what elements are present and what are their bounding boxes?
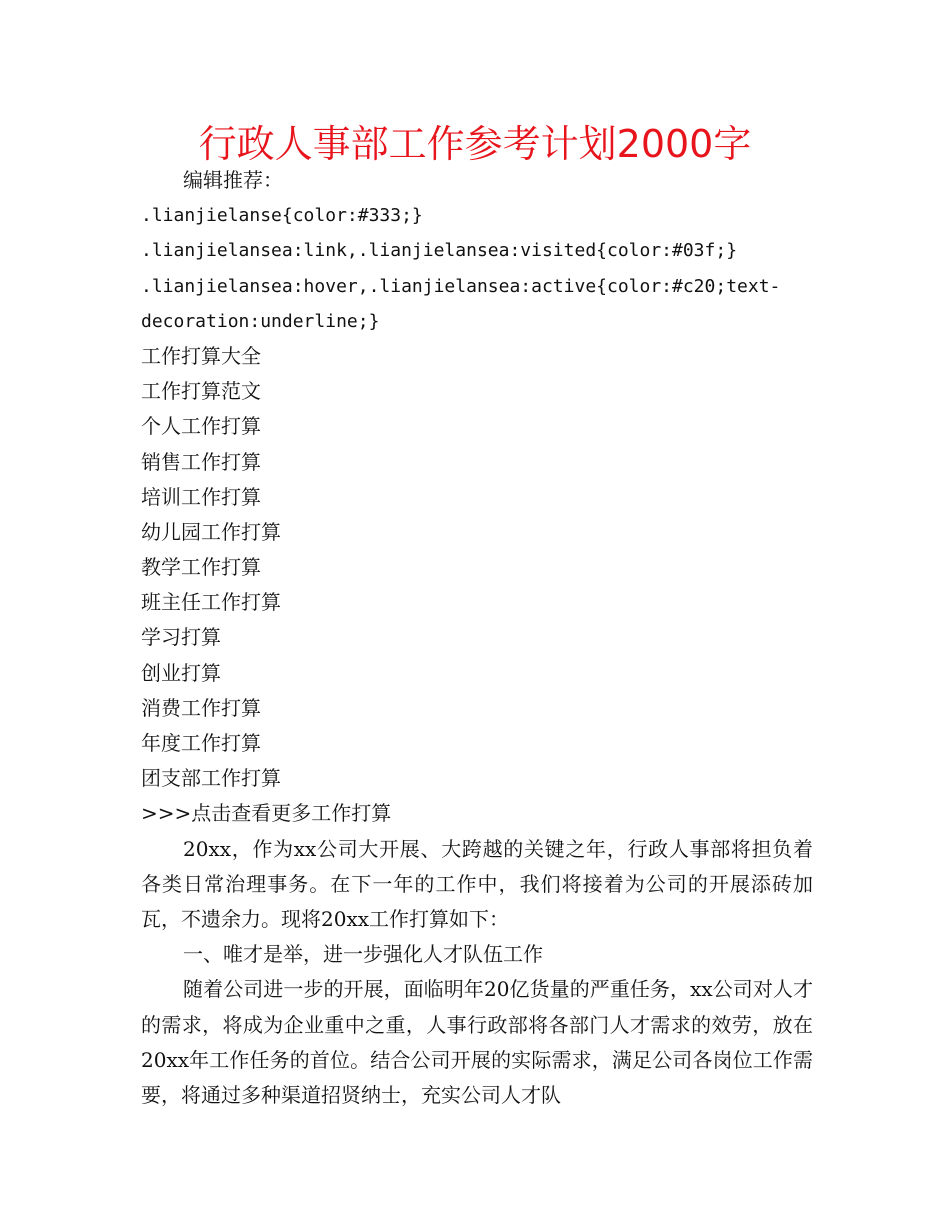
link-head-teacher-work-plan[interactable]: 班主任工作打算: [141, 590, 281, 615]
link-training-work-plan[interactable]: 培训工作打算: [141, 484, 261, 509]
editor-recommend-label: 编辑推荐：: [183, 168, 283, 192]
link-sales-work-plan[interactable]: 销售工作打算: [141, 449, 261, 474]
paragraph-intro: 20xx，作为xx公司大开展、大跨越的关键之年，行政人事部将担负着各类日常治理事务。在下一年的工作中，我们将接着为公司的开展添砖加瓦，不遗余力。现将20xx工作打算如下：: [141, 836, 813, 931]
link-consumer-work-plan[interactable]: 消费工作打算: [141, 695, 261, 720]
document-title: 行政人事部工作参考计划2000字: [198, 122, 752, 166]
css-line-4: decoration:underline;}: [141, 310, 380, 332]
link-personal-work-plan[interactable]: 个人工作打算: [141, 414, 261, 439]
link-startup-plan[interactable]: 创业打算: [141, 660, 221, 685]
document-body: [141, 163, 813, 1113]
css-line-2: .lianjielansea:link,.lianjielansea:visited{color:#03f;}: [141, 240, 738, 262]
link-work-plan-samples[interactable]: 工作打算范文: [141, 379, 261, 404]
css-line-3: .lianjielansea:hover,.lianjielansea:active{color:#c20;text-: [141, 275, 781, 297]
link-annual-work-plan[interactable]: 年度工作打算: [141, 731, 261, 755]
link-league-branch-work-plan[interactable]: 团支部工作打算: [141, 766, 281, 791]
section-one-heading: 一、唯才是举，进一步强化人才队伍工作: [183, 942, 543, 967]
paragraph-section-one: 随着公司进一步的开展，面临明年20亿货量的严重任务，xx公司对人才的需求，将成为企业重中之重，人事行政部将各部门人才需求的效劳，放在20xx年工作任务的首位。结合公司开展的实际需求，满足公司各岗位工作需要，将通过多种渠道招贤纳士，充实公司人才队: [141, 977, 813, 1107]
link-kindergarten-work-plan[interactable]: 幼儿园工作打算: [141, 519, 281, 544]
css-line-1: .lianjielanse{color:#333;}: [141, 205, 423, 227]
link-study-plan[interactable]: 学习打算: [141, 625, 221, 650]
more-work-plans-link[interactable]: >>>点击查看更多工作打算: [141, 801, 392, 826]
link-teaching-work-plan[interactable]: 教学工作打算: [141, 555, 261, 580]
link-work-plan-all[interactable]: 工作打算大全: [141, 343, 261, 368]
